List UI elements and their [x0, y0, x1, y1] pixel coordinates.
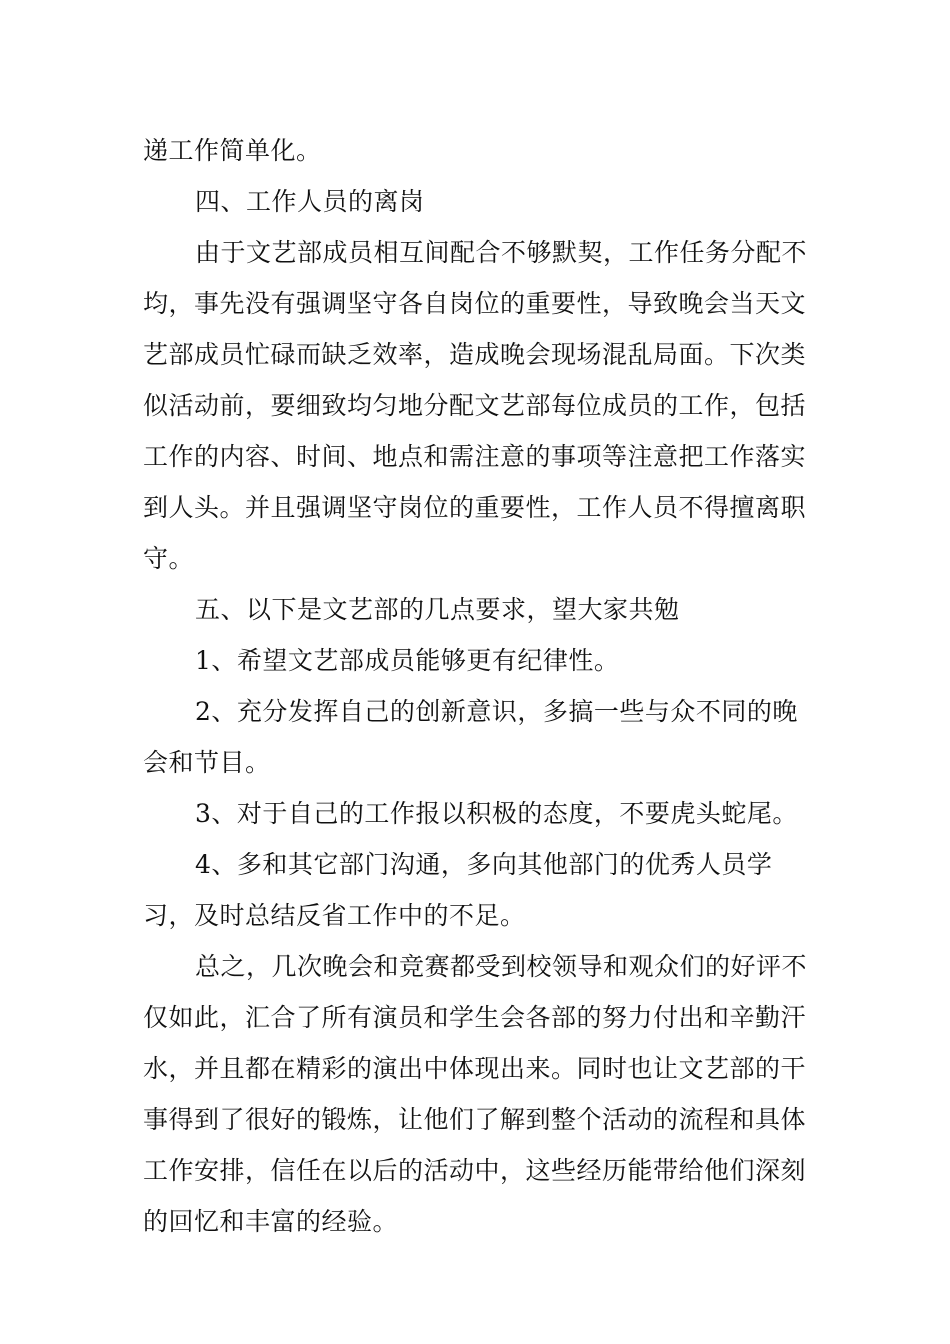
requirement-item-4: 4、多和其它部门沟通，多向其他部门的优秀人员学习，及时总结反省工作中的不足。: [143, 850, 773, 930]
requirement-item-1: 1、希望文艺部成员能够更有纪律性。: [195, 646, 620, 675]
paragraph-staff-leaving-post: 由于文艺部成员相互间配合不够默契，工作任务分配不均，事先没有强调坚守各自岗位的重要性，导致晚会当天文艺部成员忙碌而缺乏效率，造成晚会现场混乱局面。下次类似活动前，要细致均匀地分配文艺部每位成员的工作，包括工作的内容、时间、地点和需注意的事项等注意把工作落实到人头。并且强调坚守岗位的重要性，工作人员不得擅离职守。: [143, 238, 808, 573]
section-heading-5: 五、以下是文艺部的几点要求，望大家共勉: [195, 595, 680, 624]
requirement-item-2: 2、充分发挥自己的创新意识，多搞一些与众不同的晚会和节目。: [143, 697, 798, 777]
document-body: [143, 125, 813, 1247]
section-heading-4: 四、工作人员的离岗: [195, 187, 425, 216]
paragraph-continuation: 递工作简单化。: [143, 136, 322, 165]
paragraph-conclusion: 总之，几次晚会和竞赛都受到校领导和观众们的好评不仅如此，汇合了所有演员和学生会各部的努力付出和辛勤汗水，并且都在精彩的演出中体现出来。同时也让文艺部的干事得到了很好的锻炼，让他们了解到整个活动的流程和具体工作安排，信任在以后的活动中，这些经历能带给他们深刻的回忆和丰富的经验。: [143, 952, 808, 1236]
requirement-item-3: 3、对于自己的工作报以积极的态度，不要虎头蛇尾。: [195, 799, 798, 828]
